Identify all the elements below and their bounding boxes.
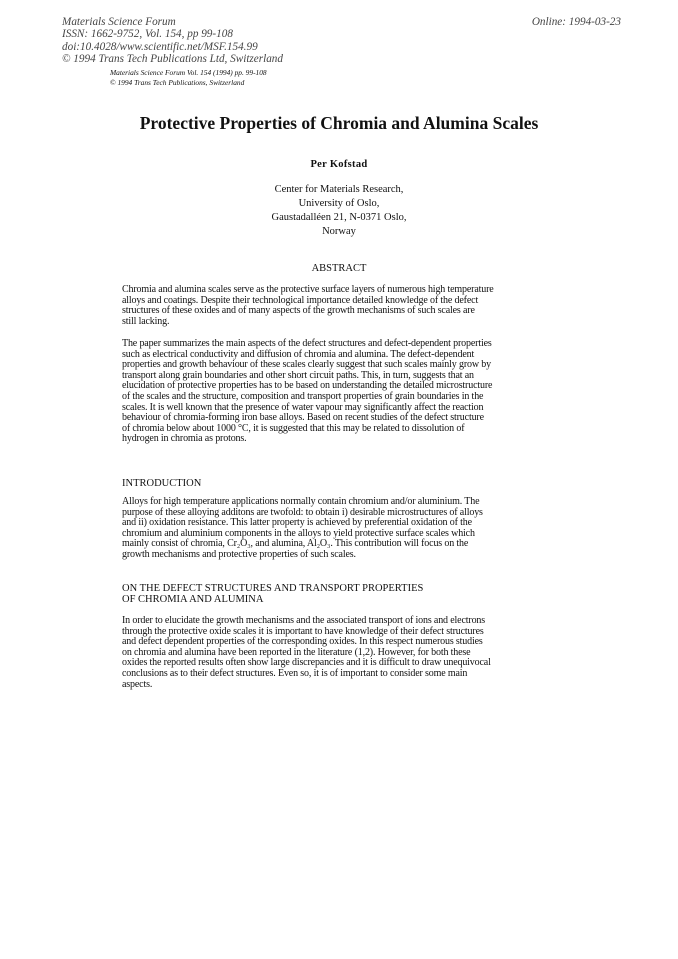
affiliation-line: University of Oslo,	[298, 198, 380, 209]
abstract-paragraph-1	[122, 285, 532, 327]
text-line: such as electrical conductivity and diffusion of chromia and alumina. The defect-dependent	[122, 348, 475, 360]
text-line: structures of these oxides and of many aspects of the growth mechanisms of such scales are	[122, 305, 475, 317]
text-line: transport along grain boundaries and other short circuit paths. This, in turn, suggests that an	[122, 369, 474, 381]
text-line: behaviour of chromia-forming iron base alloys. Based on recent studies of the defect structure	[122, 412, 484, 424]
introduction-paragraph	[122, 497, 532, 561]
text-line: chromium and aluminium components in the alloys to yield protective surface scales which	[122, 527, 475, 539]
defect-structures-paragraph	[122, 616, 532, 690]
text-line: purpose of these alloying additons are twofold: to obtain i) desirable microstructures of alloys	[122, 506, 483, 518]
text-line: mainly consist of chromia, Cr₂O₃, and alumina, Al₂O₃. This contribution will focus on the	[122, 538, 469, 550]
text-line: oxides the reported results often show large discrepancies and it is difficult to draw unequivocal	[122, 657, 491, 669]
text-line: Alloys for high temperature applications normally contain chromium and/or aluminium. The	[122, 496, 480, 507]
text-line: and ii) oxidation resistance. This latter property is achieved by preferential oxidation of the	[122, 517, 472, 529]
text-line: growth mechanisms and protective properties of such scales.	[122, 548, 356, 560]
heading-line: OF CHROMIA AND ALUMINA	[122, 594, 264, 605]
text-line: alloys and coatings. Despite their technological importance detailed knowledge of the defect	[122, 294, 479, 306]
text-line: Chromia and alumina scales serve as the protective surface layers of numerous high temperature	[122, 284, 494, 295]
text-line: In order to elucidate the growth mechanisms and the associated transport of ions and electrons	[122, 615, 486, 626]
text-line: The paper summarizes the main aspects of the defect structures and defect-dependent properties	[122, 338, 492, 349]
text-line: hydrogen in chromia as protons.	[122, 433, 247, 445]
text-line: of the scales and the structure, composition and transport properties of grain boundaries in the	[122, 390, 484, 402]
text-line: scales. It is well known that the presence of water vapour may significantly affect the reaction	[122, 401, 484, 413]
author-name: Per Kofstad	[310, 159, 368, 170]
citation-doi: doi:10.4028/www.scientific.net/MSF.154.99	[62, 40, 258, 53]
affiliation-line: Gaustadalléen 21, N-0371 Oslo,	[271, 212, 407, 223]
citation-copyright: © 1994 Trans Tech Publications Ltd, Switzerland	[62, 53, 283, 66]
paper-title: Protective Properties of Chromia and Alumina Scales	[139, 113, 539, 133]
defect-structures-heading	[122, 583, 423, 605]
text-line: still lacking.	[122, 315, 170, 327]
text-line: aspects.	[122, 678, 153, 690]
text-line: and defect dependent properties of the corresponding oxides. In this respect numerous studies	[122, 636, 483, 648]
heading-line: ON THE DEFECT STRUCTURES AND TRANSPORT PROPERTIES	[122, 583, 424, 594]
text-line: conclusions as to their defect structures. Even so, it is of important to consider some main	[122, 667, 468, 679]
journal-reference	[110, 68, 267, 88]
text-line: of chromia below about 1000 °C, it is suggested that this may be related to dissolution of	[122, 422, 465, 434]
abstract-paragraph-2	[122, 339, 532, 445]
text-line: on chromia and alumina have been reported in the literature (1,2). However, for both these	[122, 646, 471, 658]
text-line: through the protective oxide scales it is important to have knowledge of their defect structures	[122, 625, 484, 637]
online-date: Online: 1994-03-23	[531, 16, 621, 28]
affiliation-line: Norway	[322, 226, 356, 237]
citation-header	[62, 16, 283, 66]
affiliation	[0, 183, 678, 239]
citation-journal: Materials Science Forum	[62, 16, 176, 28]
citation-issn: ISSN: 1662-9752, Vol. 154, pp 99-108	[62, 28, 233, 41]
text-line: properties and growth behaviour of these scales clearly suggest that such scales mainly grow by	[122, 359, 491, 371]
introduction-heading: INTRODUCTION	[122, 478, 202, 489]
affiliation-line: Center for Materials Research,	[274, 184, 404, 195]
abstract-heading: ABSTRACT	[311, 263, 367, 274]
journal-volume: Materials Science Forum Vol. 154 (1994) pp. 99-108	[110, 68, 267, 77]
journal-copyright: © 1994 Trans Tech Publications, Switzerland	[110, 78, 245, 87]
text-line: elucidation of protective properties has to be based on understanding the detailed microstructure	[122, 380, 493, 392]
